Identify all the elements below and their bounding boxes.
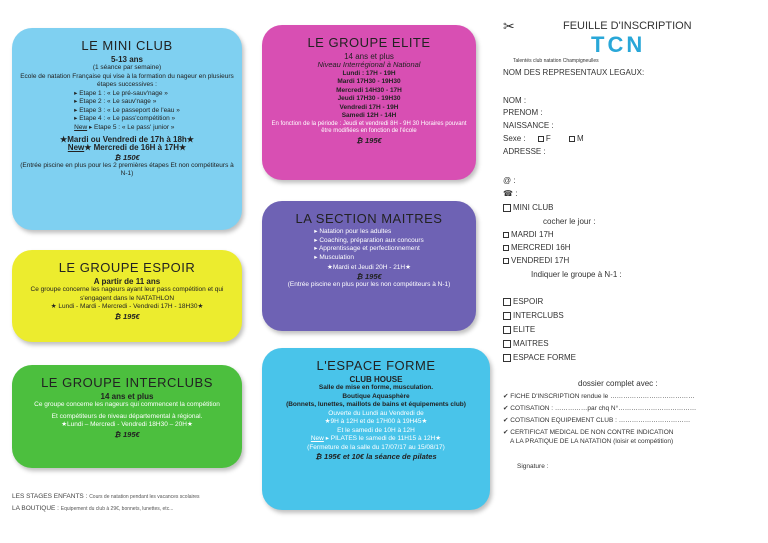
cocher-label: cocher le jour : xyxy=(543,217,596,226)
interclubs-desc-2: Et compétiteurs de niveau départemental à régional. xyxy=(51,412,203,420)
mini-step-2: ▸ Etape 2 : « Le sauv'nage » xyxy=(74,98,157,105)
group-interclubs-checkbox[interactable] xyxy=(503,312,511,320)
interclubs-desc: Ce groupe concerne les nageurs qui commencent la compétition xyxy=(34,401,220,408)
espoir-schedule: ★ Lundi - Mardi - Mercredi - Vendredi 17H - 18H30★ xyxy=(50,303,204,310)
espoir-title: LE GROUPE ESPOIR xyxy=(58,260,196,275)
vendredi-checkbox[interactable] xyxy=(503,258,509,264)
mini-note: (Entrée piscine en plus pour les 2 premières étapes Et non compétiteurs à N-1) xyxy=(20,161,234,177)
signature-label: Signature : xyxy=(517,463,549,470)
interclubs-schedule: ★Lundi – Mercredi - Vendredi 18H30 – 20H★ xyxy=(61,421,193,428)
elite-price: ₿ 195€ xyxy=(356,135,382,145)
club-logo: TCN xyxy=(591,32,646,57)
mini-step-1: ▸ Etape 1 : « Le pré-sauv'nage » xyxy=(74,89,168,97)
club-logo-sub: Talentés club natation Champigneulles xyxy=(513,58,599,64)
maitres-card xyxy=(262,201,476,331)
vendredi-label: VENDREDI 17H xyxy=(511,256,570,265)
mini-step-3: ▸ Etape 3 : « Le passeport de l'eau » xyxy=(74,106,180,114)
money-icon: ₿ xyxy=(114,152,123,162)
check-equipement: ✔ COTISATION EQUIPEMENT CLUB : …………………………… xyxy=(503,417,691,424)
mini-schedule-2-text: ★ Mercredi de 16H à 17H★ xyxy=(84,143,187,152)
mini-step-4: ▸ Etape 4 : « Le pass'compétition » xyxy=(74,115,176,122)
group-maitres-checkbox[interactable] xyxy=(503,340,511,348)
mercredi-row xyxy=(503,243,571,252)
mini-price-value: 150€ xyxy=(122,152,140,162)
forme-line-8: (Fermeture de la salle du 17/07/17 au 15/08/17) xyxy=(307,443,445,451)
group-elite-row xyxy=(503,325,535,334)
group-espoir-label: ESPOIR xyxy=(513,297,544,306)
indiquer-label: Indiquer le groupe à N-1 : xyxy=(531,270,622,279)
mini-club-title: LE MINI CLUB xyxy=(81,38,173,53)
forme-line-2: Boutique Aquasphère xyxy=(342,392,410,400)
scissors-icon: ✂ xyxy=(503,18,515,34)
stages-text: Cours de natation pendant les vacances scolaires xyxy=(89,494,200,500)
forme-line-6: Et le samedi de 10H à 12H xyxy=(337,426,415,434)
sexe-f-label: F xyxy=(545,134,551,143)
group-forme-label: ESPACE FORME xyxy=(513,353,576,362)
forme-line-4: Ouverte du Lundi au Vendredi de xyxy=(328,409,424,417)
dossier-label: dossier complet avec : xyxy=(578,379,658,388)
group-forme-row xyxy=(503,353,576,362)
elite-note: En fonction de la période : Jeudi et vendredi 8H - 9H 30 Horaires pouvant être modifiées en fonction de l'école xyxy=(271,120,467,134)
mini-price xyxy=(20,153,234,162)
maitres-item-3: ▸ Apprentissage et perfectionnement xyxy=(314,245,420,252)
mardi-label: MARDI 17H xyxy=(511,230,554,239)
group-espoir-row xyxy=(503,297,543,306)
maitres-note: (Entrée piscine en plus pour les non compétiteurs à N-1) xyxy=(287,281,451,288)
interclubs-age: 14 ans et plus xyxy=(100,392,154,401)
interclubs-card xyxy=(12,365,242,468)
new-label: New xyxy=(310,435,324,442)
elite-price-value: 195€ xyxy=(364,135,382,145)
miniclub-label: MINI CLUB xyxy=(513,203,554,212)
check-certificat-cont: A LA PRATIQUE DE LA NATATION (loisir et compétition) xyxy=(510,438,674,445)
group-maitres-row xyxy=(503,339,549,348)
mini-club-session: (1 séance par semaine) xyxy=(92,64,162,71)
elite-day-1: Lundi : 17H - 19H xyxy=(342,69,396,77)
interclubs-price-value: 195€ xyxy=(122,429,140,439)
mini-step-5 xyxy=(74,124,180,133)
footer-stages xyxy=(12,493,200,500)
espoir-price: ₿ 195€ xyxy=(114,311,140,321)
email-label: @ : xyxy=(503,176,516,185)
espoir-price-value: 195€ xyxy=(122,311,140,321)
mini-club-intro: Ecole de natation Française qui vise à la formation du nageur en plusieurs étapes successives : xyxy=(20,72,234,88)
check-fiche: ✔ FICHE D'INSCRIPTION rendue le ………………………………… xyxy=(503,393,695,400)
group-maitres-label: MAITRES xyxy=(513,339,549,348)
forme-line-3: (Bonnets, lunettes, maillots de bains et équipements club) xyxy=(286,401,466,408)
miniclub-row xyxy=(503,203,553,212)
vendredi-row xyxy=(503,256,569,265)
elite-level: Niveau Interrégional à National xyxy=(317,60,421,69)
nom-label: NOM : xyxy=(503,96,527,105)
footer-boutique xyxy=(12,505,173,512)
elite-day-4: Jeudi 17H30 - 19H30 xyxy=(337,95,401,102)
mini-step-5-text: ▸ Etape 5 : « Le pass' junior » xyxy=(88,123,175,131)
sexe-m-label: M xyxy=(577,134,584,143)
maitres-item-4: ▸ Musculation xyxy=(314,253,355,261)
naissance-label: NAISSANCE : xyxy=(503,121,554,130)
miniclub-checkbox[interactable] xyxy=(503,204,511,212)
mardi-checkbox[interactable] xyxy=(503,232,509,238)
mini-schedule-2 xyxy=(20,144,234,153)
maitres-title: LA SECTION MAITRES xyxy=(295,211,443,226)
mini-club-card xyxy=(12,28,242,230)
espoir-card xyxy=(12,250,242,342)
forme-line-7 xyxy=(270,435,482,444)
mercredi-label: MERCREDI 16H xyxy=(511,243,571,252)
check-certificat: ✔ CERTIFICAT MEDICAL DE NON CONTRE INDICATION xyxy=(503,429,674,436)
forme-sub: CLUB HOUSE xyxy=(349,375,403,384)
mercredi-checkbox[interactable] xyxy=(503,245,509,251)
phone-label: ☎ : xyxy=(503,189,518,198)
espoir-desc: Ce groupe concerne les nageurs ayant leur pass compétition et qui s'engagent dans le NATATHLON xyxy=(30,286,224,302)
stages-label: LES STAGES ENFANTS : xyxy=(12,493,88,500)
elite-age: 14 ans et plus xyxy=(344,52,394,61)
forme-card xyxy=(262,348,490,510)
maitres-item-1: ▸ Natation pour les adultes xyxy=(314,228,392,235)
interclubs-price: ₿ 195€ xyxy=(114,429,140,439)
new-label: New xyxy=(67,143,85,152)
mini-schedule: ★Mardi ou Vendredi de 17h à 18h★ xyxy=(60,134,194,144)
maitres-price-value: 195€ xyxy=(364,272,382,281)
mardi-row xyxy=(503,230,554,239)
sexe-row xyxy=(503,134,584,143)
forme-line-7-text: ▸ PILATES le samedi de 11H15 à 12H★ xyxy=(325,435,442,442)
sexe-label: Sexe : xyxy=(503,134,526,143)
boutique-text: Equipement du club à 29€, bonnets, lunettes, etc... xyxy=(60,506,174,512)
forme-price: ₿ 195€ et 10€ la séance de pilates xyxy=(315,452,437,461)
elite-day-5: Vendredi 17H - 19H xyxy=(339,103,399,111)
adresse-label: ADRESSE : xyxy=(503,147,546,156)
sexe-m-checkbox[interactable] xyxy=(569,136,575,142)
prenom-label: PRENOM : xyxy=(503,108,543,117)
group-elite-label: ELITE xyxy=(513,325,536,334)
mini-club-age: 5-13 ans xyxy=(110,55,144,64)
group-elite-checkbox[interactable] xyxy=(503,326,511,334)
elite-title: LE GROUPE ELITE xyxy=(307,35,431,50)
check-cotisation: ✔ COTISATION : ……………par chq N°……………………………… xyxy=(503,405,697,412)
group-interclubs-label: INTERCLUBS xyxy=(513,311,564,320)
interclubs-title: LE GROUPE INTERCLUBS xyxy=(41,375,213,390)
elite-card xyxy=(262,25,476,180)
maitres-item-2: ▸ Coaching, préparation aux concours xyxy=(314,236,424,244)
forme-line-1: Salle de mise en forme, musculation. xyxy=(318,384,434,391)
sexe-f-checkbox[interactable] xyxy=(538,136,544,142)
new-label: New xyxy=(74,123,88,131)
boutique-label: LA BOUTIQUE : xyxy=(12,505,59,512)
group-interclubs-row xyxy=(503,311,564,320)
maitres-schedule: ★Mardi et Jeudi 20H - 21H★ xyxy=(327,263,411,271)
group-forme-checkbox[interactable] xyxy=(503,354,511,362)
forme-title: L'ESPACE FORME xyxy=(316,358,436,373)
espoir-age: A partir de 11 ans xyxy=(93,277,161,286)
legal-label: NOM DES REPRESENTAUX LEGAUX: xyxy=(503,68,645,77)
elite-day-3: Mercredi 14H30 - 17H xyxy=(336,86,402,94)
group-espoir-checkbox[interactable] xyxy=(503,298,511,306)
form-title: FEUILLE D'INSCRIPTION xyxy=(563,20,692,32)
maitres-price: ₿ 195€ xyxy=(356,272,382,281)
elite-day-6: Samedi 12H - 14H xyxy=(341,112,397,119)
forme-line-5: ★9H à 12H et de 17H00 à 19H45★ xyxy=(324,418,428,425)
forme-price-value: 195€ et 10€ la séance de pilates xyxy=(324,452,437,461)
elite-day-2: Mardi 17H30 - 19H30 xyxy=(337,78,401,85)
